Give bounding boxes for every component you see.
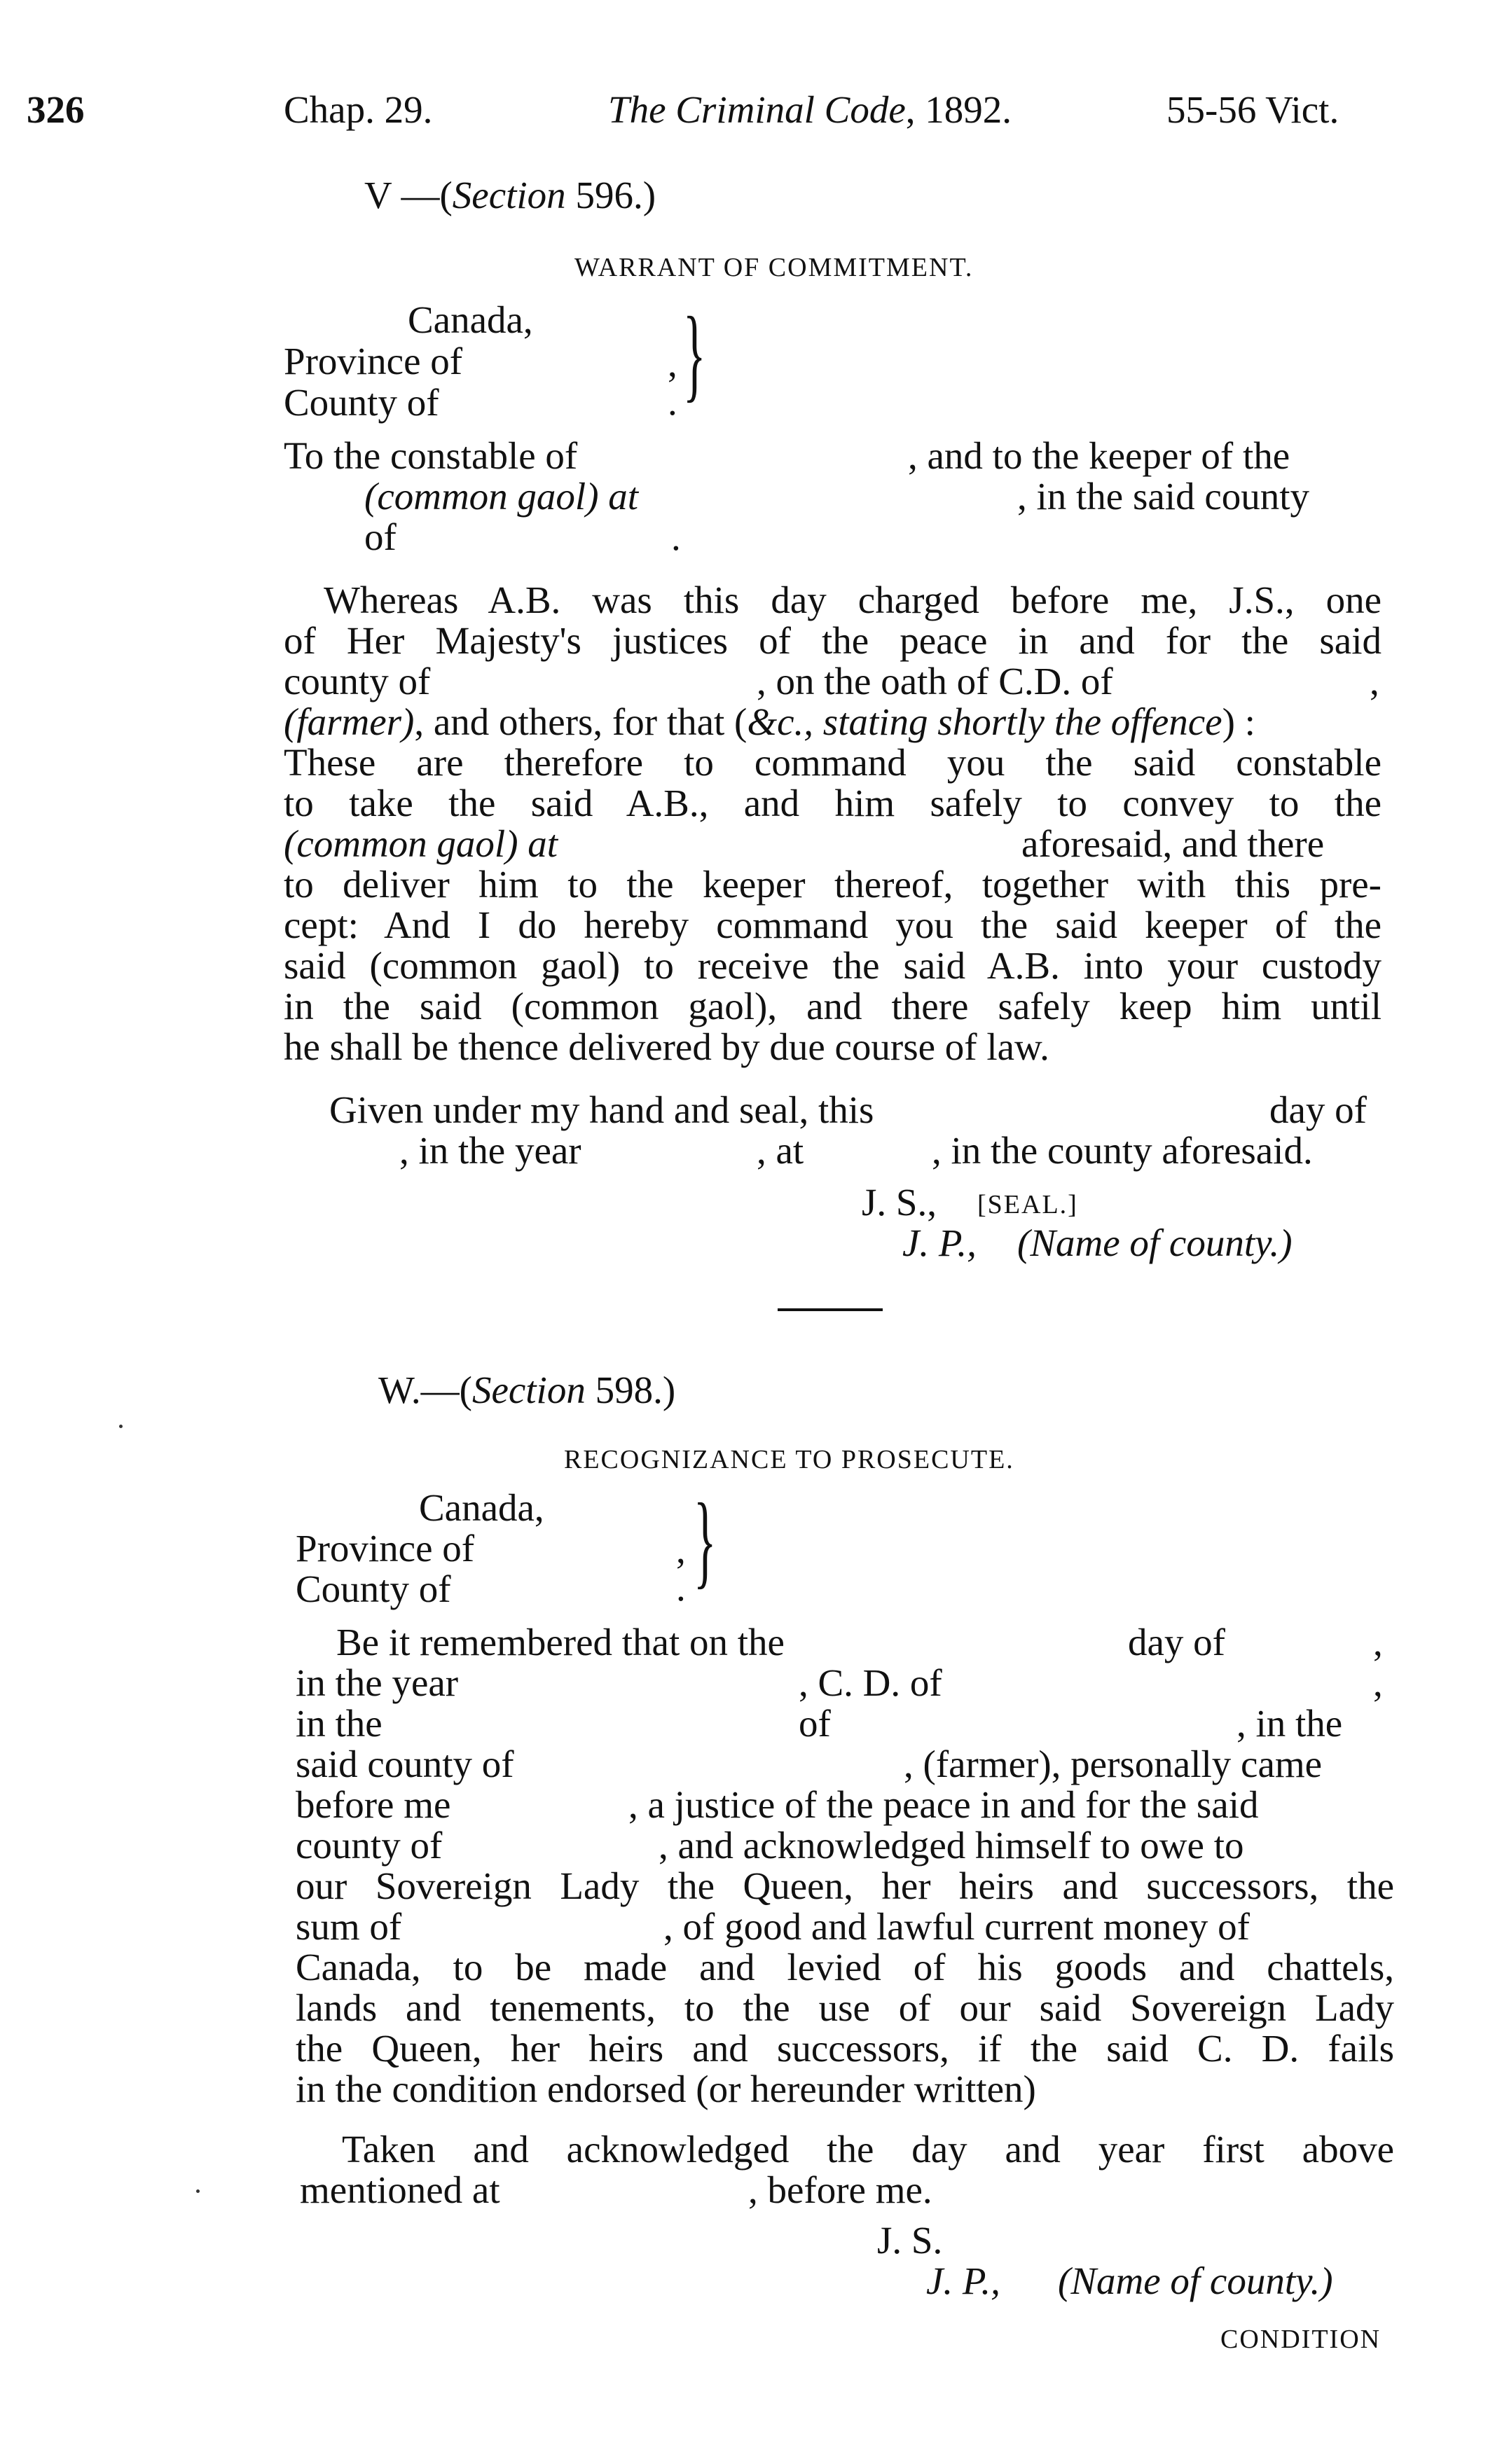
page-number: 326 xyxy=(27,88,85,131)
taken-line1: Taken and acknowledged the day and year first above xyxy=(342,2128,1394,2171)
venue-county: County of xyxy=(284,381,439,424)
body-line-left: said county of xyxy=(296,1743,514,1785)
venue-period: . xyxy=(668,380,677,423)
body-line: cept: And I do hereby command you the said keeper of the xyxy=(284,904,1382,946)
address-line3: of xyxy=(364,515,397,558)
regnal-year: 55-56 Vict. xyxy=(1166,88,1339,131)
body-line-right: , xyxy=(1373,1661,1383,1704)
form-v-heading-section: Section xyxy=(452,174,566,216)
address-line3-mark: . xyxy=(671,515,681,558)
body-line: in the condition endorsed (or hereunder written) xyxy=(296,2068,1036,2110)
signature-county: (Name of county.) xyxy=(1058,2259,1333,2302)
body-line: of Her Majesty's justices of the peace in and for the said xyxy=(284,619,1382,662)
body-line: lands and tenements, to the use of our said Sovereign Lady xyxy=(296,1986,1394,2029)
signature-js: J. S., xyxy=(862,1181,937,1224)
body-line: Canada, to be made and levied of his goods and chattels, xyxy=(296,1946,1394,1988)
body-line-mid: day of xyxy=(1128,1621,1225,1663)
body-line: to deliver him to the keeper thereof, together with this pre- xyxy=(284,863,1382,906)
form-w-title: RECOGNIZANCE TO PROSECUTE. xyxy=(564,1445,1014,1474)
venue-comma: , xyxy=(676,1528,686,1571)
section-divider xyxy=(778,1308,883,1311)
form-v-heading xyxy=(364,175,656,216)
form-w-heading-number: 598.) xyxy=(585,1369,676,1411)
body-line-left: before me xyxy=(296,1783,451,1826)
address-line1-right: , and to the keeper of the xyxy=(908,434,1290,477)
form-w-heading-section: Section xyxy=(471,1369,586,1411)
body-line: in the said (common gaol), and there safely keep him until xyxy=(284,985,1382,1027)
given-line2-year: , in the year xyxy=(399,1129,581,1172)
body-line-mid: , C. D. of xyxy=(799,1661,942,1704)
form-v-heading-prefix: V —( xyxy=(364,174,453,216)
venue-province: Province of xyxy=(284,340,463,382)
farmer-italic: (farmer) xyxy=(284,700,415,743)
form-w-heading xyxy=(378,1370,675,1411)
body-line-right: , of good and lawful current money of xyxy=(663,1905,1250,1948)
venue-county: County of xyxy=(296,1567,451,1610)
body-line-right: , in the xyxy=(1236,1702,1343,1745)
margin-dot xyxy=(196,2189,200,2193)
form-v-heading-number: 596.) xyxy=(565,174,656,216)
body-line: Whereas A.B. was this day charged before me, J.S., one xyxy=(324,579,1382,621)
venue-canada: Canada, xyxy=(419,1486,544,1529)
body-line: our Sovereign Lady the Queen, her heirs and successors, the xyxy=(296,1864,1394,1907)
seal-mark: [SEAL.] xyxy=(977,1190,1078,1219)
signature-jp: J. P., xyxy=(902,1221,977,1264)
body-line-left: county of xyxy=(296,1824,443,1867)
running-title xyxy=(608,90,1012,130)
signature-county: (Name of county.) xyxy=(1017,1221,1293,1264)
signature-jp: J. P., xyxy=(926,2259,1000,2302)
body-line-right: , (farmer), personally came xyxy=(904,1743,1323,1785)
given-line2-county: , in the county aforesaid. xyxy=(932,1129,1313,1172)
offence-italic: &c., stating shortly the offence xyxy=(747,700,1222,743)
body-line-right: , xyxy=(1370,660,1379,702)
body-line-left: sum of xyxy=(296,1905,402,1948)
given-line2-at: , at xyxy=(757,1129,804,1172)
offence-connector: , and others, for that ( xyxy=(414,700,748,743)
taken-line2-right: , before me. xyxy=(748,2168,932,2211)
body-line-mid: of xyxy=(799,1702,831,1745)
offence-close: ) : xyxy=(1222,700,1255,743)
body-line-right: , xyxy=(1373,1621,1383,1663)
body-line: to take the said A.B., and him safely to convey to the xyxy=(284,782,1382,824)
body-line-right: , a justice of the peace in and for the said xyxy=(628,1783,1259,1826)
body-line: These are therefore to command you the said constable xyxy=(284,741,1382,784)
chapter-label: Chap. 29. xyxy=(284,88,433,131)
body-line-left: Be it remembered that on the xyxy=(336,1621,785,1663)
body-line-left: county of xyxy=(284,660,431,702)
address-line2-right: , in the said county xyxy=(1017,475,1310,518)
body-line: he shall be thence delivered by due course of law. xyxy=(284,1025,1049,1068)
body-line: the Queen, her heirs and successors, if the said C. D. fails xyxy=(296,2027,1394,2070)
address-line2-left: (common gaol) at xyxy=(364,475,639,518)
body-line-right: , and acknowledged himself to owe to xyxy=(659,1824,1244,1867)
body-line-right: aforesaid, and there xyxy=(1021,822,1325,865)
right-brace-icon: } xyxy=(683,296,706,412)
title-year: , 1892. xyxy=(905,88,1012,131)
venue-period: . xyxy=(676,1566,686,1609)
venue-province: Province of xyxy=(296,1527,475,1570)
body-line-left: (common gaol) at xyxy=(284,822,558,865)
body-line-left: in the year xyxy=(296,1661,459,1704)
body-line-mid: , on the oath of C.D. of xyxy=(757,660,1113,702)
margin-dot xyxy=(119,1425,123,1428)
title-italic: The Criminal Code xyxy=(608,88,906,131)
catchword: CONDITION xyxy=(1220,2325,1382,2354)
body-line-offence xyxy=(284,702,1255,742)
body-line: said (common gaol) to receive the said A.B. into your custody xyxy=(284,944,1382,987)
taken-line2-left: mentioned at xyxy=(300,2168,500,2211)
signature-js: J. S. xyxy=(877,2219,943,2262)
given-line1-right: day of xyxy=(1269,1088,1367,1131)
form-v-title: WARRANT OF COMMITMENT. xyxy=(574,253,974,282)
address-line1-left: To the constable of xyxy=(284,434,578,477)
form-w-heading-prefix: W.—( xyxy=(378,1369,472,1411)
given-line1-left: Given under my hand and seal, this xyxy=(329,1088,874,1131)
venue-comma: , xyxy=(668,342,677,385)
right-brace-icon: } xyxy=(694,1482,717,1598)
venue-canada: Canada, xyxy=(408,298,533,341)
body-line-left: in the xyxy=(296,1702,383,1745)
